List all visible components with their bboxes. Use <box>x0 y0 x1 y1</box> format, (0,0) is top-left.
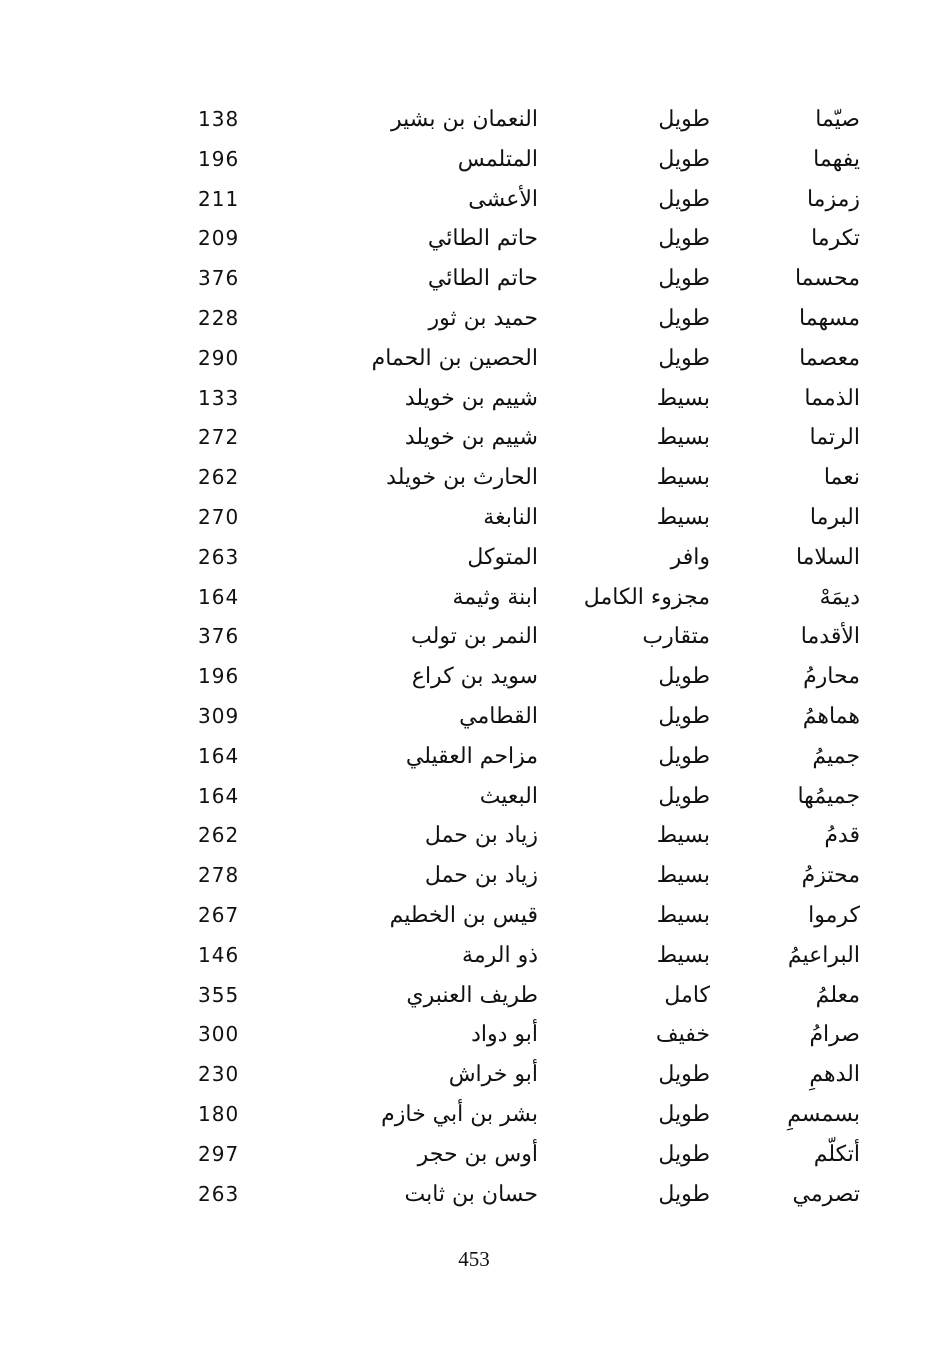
rhyme-cell: نعما <box>823 465 860 491</box>
meter-cell: بسيط <box>656 942 710 968</box>
poet-cell: زياد بن حمل <box>424 863 538 889</box>
rhyme-cell: أتكلّم <box>813 1141 860 1167</box>
rhyme-cell: صيّما <box>815 107 860 132</box>
table-row <box>0 1175 948 1215</box>
meter-cell: بسيط <box>656 465 710 491</box>
table-row <box>0 1055 948 1095</box>
page-ref-cell: 180 <box>198 1101 240 1126</box>
table-row <box>0 458 948 498</box>
poet-cell: قيس بن الخطيم <box>389 902 538 928</box>
meter-cell: بسيط <box>656 863 710 889</box>
table-row <box>0 140 948 180</box>
table-row <box>0 1095 948 1135</box>
table-row <box>0 617 948 657</box>
rhyme-cell: محسما <box>794 266 860 292</box>
meter-cell: بسيط <box>656 823 710 849</box>
rhyme-cell: محارمُ <box>803 664 860 690</box>
rhyme-cell: الأقدما <box>800 624 860 650</box>
meter-cell: طويل <box>658 1101 710 1127</box>
table-row <box>0 538 948 578</box>
page-ref-cell: 196 <box>198 664 240 689</box>
meter-cell: طويل <box>658 783 710 809</box>
meter-cell: طويل <box>658 107 710 132</box>
rhyme-cell: زمزما <box>806 186 860 212</box>
poet-cell: أبو دواد <box>471 1022 538 1048</box>
page-ref-cell: 355 <box>198 982 240 1007</box>
poet-cell: أبو خراش <box>448 1062 538 1088</box>
poet-cell: زياد بن حمل <box>424 823 538 849</box>
rhyme-cell: تكرما <box>811 226 860 252</box>
page-ref-cell: 230 <box>198 1062 240 1087</box>
meter-cell: طويل <box>658 664 710 690</box>
poet-cell: شييم بن خويلد <box>404 425 538 451</box>
poet-cell: حسان بن ثابت <box>404 1181 538 1207</box>
rhyme-cell: صرامُ <box>809 1022 860 1048</box>
page-ref-cell: 146 <box>198 942 240 967</box>
rhyme-cell: البراعيمُ <box>787 942 860 968</box>
rhyme-cell: بسمسمِ <box>787 1101 860 1127</box>
table-row <box>0 578 948 618</box>
rhyme-cell: السلاما <box>795 544 860 570</box>
rhyme-cell: الذمما <box>804 385 860 411</box>
table-row <box>0 379 948 419</box>
meter-cell: كامل <box>664 982 710 1008</box>
meter-cell: مجزوء الكامل <box>583 584 710 610</box>
meter-cell: طويل <box>658 1141 710 1167</box>
rhyme-cell: هماهمُ <box>802 703 860 729</box>
poet-cell: ذو الرمة <box>462 942 538 968</box>
rhyme-cell: تصرمي <box>792 1181 860 1207</box>
page-ref-cell: 138 <box>198 107 240 131</box>
poet-cell: النمر بن تولب <box>411 624 538 650</box>
page-ref-cell: 133 <box>198 385 240 410</box>
rhyme-cell: يفهما <box>813 146 860 172</box>
meter-cell: طويل <box>658 743 710 769</box>
table-row <box>0 498 948 538</box>
page-ref-cell: 263 <box>198 1181 240 1206</box>
poet-cell: الأعشى <box>468 186 538 212</box>
index-table <box>0 100 948 1214</box>
rhyme-cell: جميمُ <box>812 743 860 769</box>
table-row <box>0 777 948 817</box>
poet-cell: مزاحم العقيلي <box>405 743 538 769</box>
rhyme-cell: كرموا <box>808 902 860 928</box>
poet-cell: النابغة <box>483 504 538 530</box>
table-row <box>0 299 948 339</box>
rhyme-cell: ديمَهْ <box>819 584 860 610</box>
poet-cell: طريف العنبري <box>406 982 538 1008</box>
page-ref-cell: 270 <box>198 504 240 529</box>
rhyme-cell: محتزمُ <box>801 863 860 889</box>
page-ref-cell: 278 <box>198 863 240 888</box>
meter-cell: وافر <box>670 544 710 570</box>
meter-cell: خفيف <box>655 1022 710 1048</box>
page-ref-cell: 309 <box>198 703 240 728</box>
table-row <box>0 100 948 140</box>
table-row <box>0 976 948 1016</box>
page-ref-cell: 209 <box>198 226 240 251</box>
page-ref-cell: 262 <box>198 465 240 490</box>
meter-cell: بسيط <box>656 425 710 451</box>
table-row <box>0 418 948 458</box>
poet-cell: أوس بن حجر <box>417 1141 538 1167</box>
poet-cell: المتوكل <box>467 544 538 570</box>
table-row <box>0 259 948 299</box>
meter-cell: طويل <box>658 1062 710 1088</box>
page-ref-cell: 297 <box>198 1141 240 1166</box>
rhyme-cell: جميمُها <box>797 783 860 809</box>
page-ref-cell: 164 <box>198 783 240 808</box>
meter-cell: طويل <box>658 266 710 292</box>
table-row <box>0 1135 948 1175</box>
meter-cell: بسيط <box>656 385 710 411</box>
table-row <box>0 697 948 737</box>
table-row <box>0 896 948 936</box>
poet-cell: بشر بن أبي خازم <box>381 1101 538 1127</box>
poet-cell: الحارث بن خويلد <box>386 465 538 491</box>
rhyme-cell: معلمُ <box>815 982 860 1008</box>
poet-cell: المتلمس <box>457 146 538 172</box>
meter-cell: بسيط <box>656 902 710 928</box>
meter-cell: طويل <box>658 146 710 172</box>
poet-cell: حاتم الطائي <box>427 226 538 252</box>
table-row <box>0 180 948 220</box>
page-ref-cell: 376 <box>198 624 240 649</box>
page-number: 453 <box>458 1247 490 1271</box>
meter-cell: بسيط <box>656 504 710 530</box>
meter-cell: طويل <box>658 345 710 371</box>
page-ref-cell: 290 <box>198 345 240 370</box>
page-ref-cell: 376 <box>198 266 240 291</box>
page-ref-cell: 164 <box>198 584 240 609</box>
meter-cell: طويل <box>658 1181 710 1207</box>
poet-cell: سويد بن كراع <box>411 664 538 690</box>
meter-cell: طويل <box>658 186 710 212</box>
page-ref-cell: 164 <box>198 743 240 768</box>
poet-cell: شييم بن خويلد <box>404 385 538 411</box>
meter-cell: طويل <box>658 226 710 252</box>
meter-cell: طويل <box>658 703 710 729</box>
table-row <box>0 936 948 976</box>
rhyme-cell: معصما <box>799 345 860 371</box>
page-ref-cell: 263 <box>198 544 240 569</box>
table-row <box>0 657 948 697</box>
rhyme-cell: مسهما <box>799 305 860 331</box>
poet-cell: حميد بن ثور <box>428 305 538 331</box>
table-row <box>0 339 948 379</box>
table-row <box>0 1015 948 1055</box>
page-ref-cell: 196 <box>198 146 240 171</box>
rhyme-cell: الدهمِ <box>809 1062 860 1088</box>
page-ref-cell: 211 <box>198 186 240 211</box>
page-ref-cell: 272 <box>198 425 240 450</box>
rhyme-cell: الرتما <box>809 425 860 451</box>
poet-cell: القطامي <box>459 703 538 729</box>
table-row <box>0 816 948 856</box>
poet-cell: حاتم الطائي <box>427 266 538 292</box>
poet-cell: البعيث <box>479 783 538 809</box>
rhyme-cell: البرما <box>809 504 860 530</box>
table-row <box>0 219 948 259</box>
rhyme-cell: قدمُ <box>824 823 860 849</box>
table-row <box>0 856 948 896</box>
poet-cell: الحصين بن الحمام <box>371 345 538 371</box>
meter-cell: طويل <box>658 305 710 331</box>
page-ref-cell: 300 <box>198 1022 240 1047</box>
poet-cell: ابنة وثيمة <box>452 584 538 610</box>
meter-cell: متقارب <box>642 624 710 650</box>
page-ref-cell: 228 <box>198 305 240 330</box>
poet-cell: النعمان بن بشير <box>390 107 538 132</box>
page-ref-cell: 262 <box>198 823 240 848</box>
page-ref-cell: 267 <box>198 902 240 927</box>
table-row <box>0 737 948 777</box>
